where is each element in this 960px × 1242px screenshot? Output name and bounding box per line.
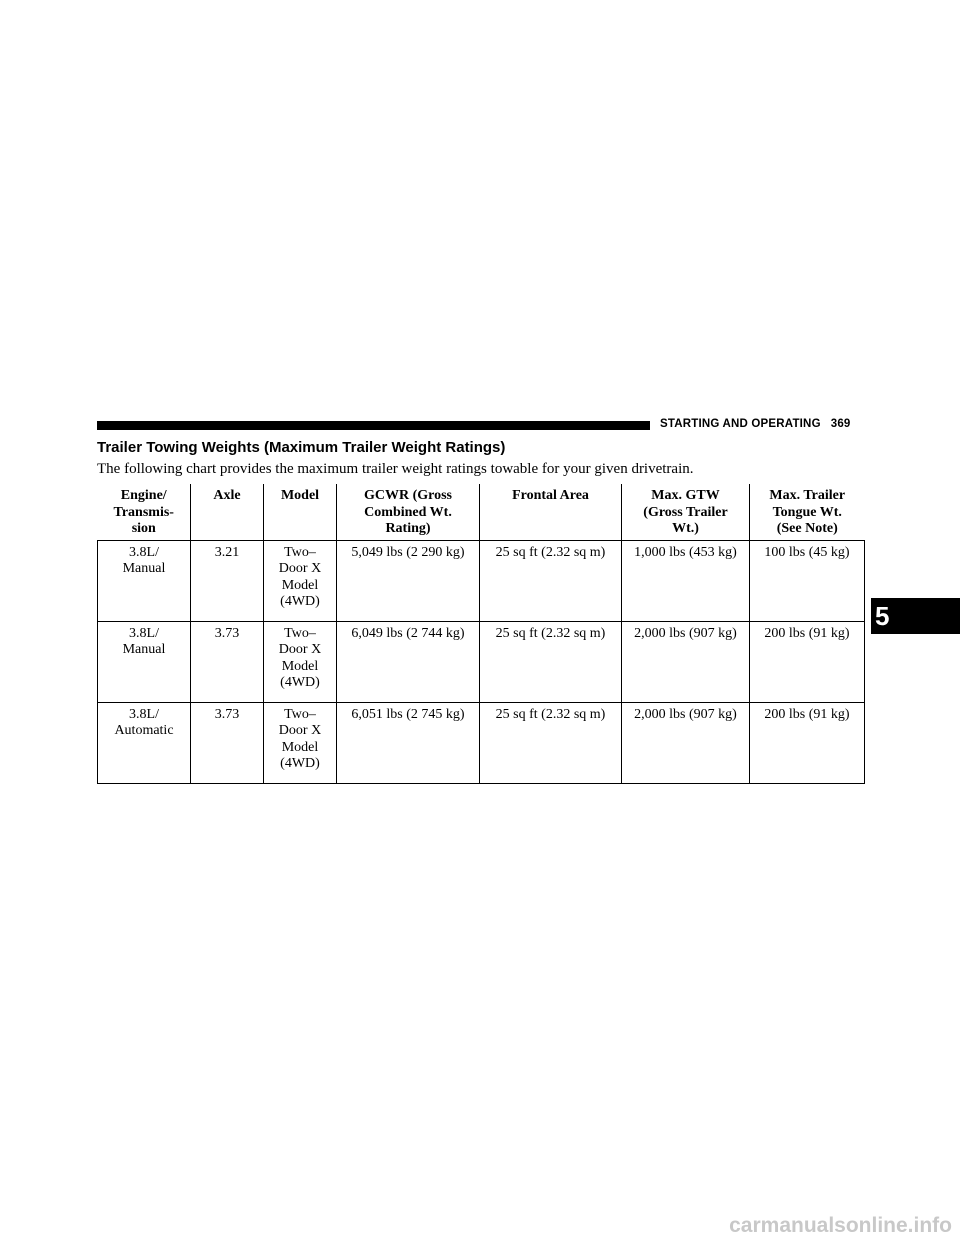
cell-engine-transmission: 3.8L/ Manual — [98, 540, 191, 621]
header-frontal-area: Frontal Area — [480, 484, 622, 540]
cell-axle: 3.73 — [191, 702, 264, 783]
header-axle: Axle — [191, 484, 264, 540]
cell-frontal-area: 25 sq ft (2.32 sq m) — [480, 621, 622, 702]
header-engine-transmission: Engine/ Transmis- sion — [98, 484, 191, 540]
intro-paragraph: The following chart provides the maximum trailer weight ratings towable for your given drivetrain. — [97, 461, 694, 477]
cell-axle: 3.73 — [191, 621, 264, 702]
running-header — [660, 418, 851, 430]
cell-max-tongue-weight: 200 lbs (91 kg) — [750, 702, 865, 783]
table-row — [98, 621, 865, 702]
cell-frontal-area: 25 sq ft (2.32 sq m) — [480, 540, 622, 621]
cell-gcwr: 6,051 lbs (2 745 kg) — [337, 702, 480, 783]
cell-model: Two– Door X Model (4WD) — [264, 621, 337, 702]
chapter-number: 5 — [875, 601, 890, 631]
watermark: carmanualsonline.info — [729, 1214, 952, 1237]
cell-gcwr: 5,049 lbs (2 290 kg) — [337, 540, 480, 621]
cell-max-gtw: 2,000 lbs (907 kg) — [622, 621, 750, 702]
header-gcwr: GCWR (Gross Combined Wt. Rating) — [337, 484, 480, 540]
cell-engine-transmission: 3.8L/ Manual — [98, 621, 191, 702]
header-max-gtw: Max. GTW (Gross Trailer Wt.) — [622, 484, 750, 540]
chapter-tab — [871, 598, 960, 634]
table-row — [98, 702, 865, 783]
header-rule — [97, 421, 650, 430]
header-model: Model — [264, 484, 337, 540]
table-header-row — [98, 484, 865, 540]
cell-max-gtw: 2,000 lbs (907 kg) — [622, 702, 750, 783]
header-max-tongue-weight: Max. Trailer Tongue Wt. (See Note) — [750, 484, 865, 540]
cell-frontal-area: 25 sq ft (2.32 sq m) — [480, 702, 622, 783]
cell-model: Two– Door X Model (4WD) — [264, 540, 337, 621]
cell-gcwr: 6,049 lbs (2 744 kg) — [337, 621, 480, 702]
header-section-label: STARTING AND OPERATING — [660, 418, 821, 430]
table-row — [98, 540, 865, 621]
cell-engine-transmission: 3.8L/ Automatic — [98, 702, 191, 783]
section-title: Trailer Towing Weights (Maximum Trailer Weight Ratings) — [97, 439, 506, 456]
cell-max-tongue-weight: 200 lbs (91 kg) — [750, 621, 865, 702]
cell-max-tongue-weight: 100 lbs (45 kg) — [750, 540, 865, 621]
page-number: 369 — [830, 418, 851, 430]
trailer-weight-table — [97, 484, 865, 784]
cell-max-gtw: 1,000 lbs (453 kg) — [622, 540, 750, 621]
cell-axle: 3.21 — [191, 540, 264, 621]
cell-model: Two– Door X Model (4WD) — [264, 702, 337, 783]
